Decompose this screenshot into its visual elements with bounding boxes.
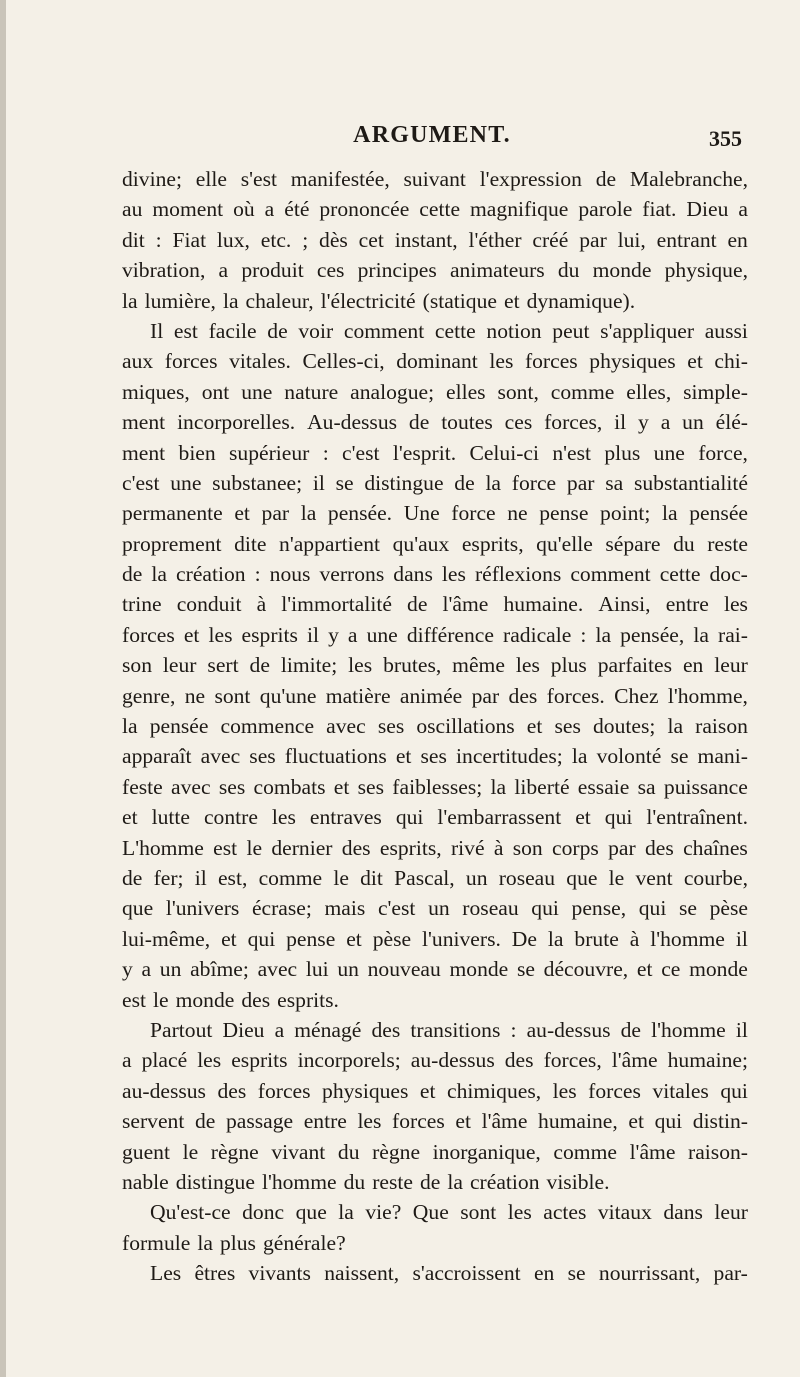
text-line: L'homme est le dernier des esprits, rivé à son corps par des chaînes <box>122 835 748 860</box>
text-line: formule la plus générale? <box>122 1230 346 1255</box>
text-line: proprement dite n'appartient qu'aux esprits, qu'elle sépare du reste <box>122 531 748 556</box>
text-line: lui-même, et qui pense et pèse l'univers. De la brute à l'homme il <box>122 926 748 951</box>
text-line: la lumière, la chaleur, l'électricité (statique et dynamique). <box>122 288 636 313</box>
page-number: 355 <box>709 126 742 151</box>
text-line: c'est une substanee; il se distingue de la force par sa substantialité <box>122 470 748 495</box>
emphasis: Fiat <box>172 227 207 252</box>
text-line: Il est facile de voir comment cette notion peut s'appliquer aussi <box>150 318 748 343</box>
text-line: feste avec ses combats et ses faiblesses; la liberté essaie sa puissance <box>122 774 748 799</box>
text-line: trine conduit à l'immortalité de l'âme humaine. Ainsi, entre les <box>122 592 748 617</box>
emphasis: fiat. <box>642 197 677 222</box>
text-line: dit : Fiat lux, etc. ; dès cet instant, l'éther créé par lui, entrant en <box>122 227 748 252</box>
text-line: permanente et par la pensée. Une force ne pense point; la pensée <box>122 501 748 526</box>
text-line: est le monde des esprits. <box>122 987 339 1012</box>
text-line: et lutte contre les entraves qui l'embarrassent et qui l'entraînent. <box>122 805 748 830</box>
text-line: de fer; il est, comme le dit Pascal, un roseau que le vent courbe, <box>122 865 748 890</box>
page-header <box>122 122 742 156</box>
text-line: ment incorporelles. Au-dessus de toutes ces forces, il y a un élé- <box>122 410 748 435</box>
text-line: Partout Dieu a ménagé des transitions : au-dessus de l'homme il <box>150 1017 748 1042</box>
text-line: de la création : nous verrons dans les réflexions comment cette doc- <box>122 562 748 587</box>
text-line: forces et les esprits il y a une différence radicale : la pensée, la rai- <box>122 622 748 647</box>
text-line: apparaît avec ses fluctuations et ses incertitudes; la volonté se mani- <box>122 744 748 769</box>
text-line: a placé les esprits incorporels; au-dessus des forces, l'âme humaine; <box>122 1048 748 1073</box>
text-line: nable distingue l'homme du reste de la création visible. <box>122 1169 610 1194</box>
text-line: aux forces vitales. Celles-ci, dominant les forces physiques et chi- <box>122 349 748 374</box>
text-line: ment bien supérieur : c'est l'esprit. Celui-ci n'est plus une force, <box>122 440 748 465</box>
body-text <box>122 164 748 1288</box>
text-line: Qu'est-ce donc que la vie? Que sont les actes vitaux dans leur <box>150 1200 748 1225</box>
text-line: guent le règne vivant du règne inorganique, comme l'âme raison- <box>122 1139 748 1164</box>
running-head: ARGUMENT. <box>353 122 511 148</box>
text-line: que l'univers écrase; mais c'est un roseau qui pense, qui se pèse <box>122 896 748 921</box>
emphasis: lux <box>216 227 245 252</box>
text-line: la pensée commence avec ses oscillations et ses doutes; la raison <box>122 714 748 739</box>
text-line: vibration, a produit ces principes animateurs du monde physique, <box>122 258 748 283</box>
text-line: Les êtres vivants naissent, s'accroissent en se nourrissant, par- <box>150 1261 748 1286</box>
text-line: servent de passage entre les forces et l'âme humaine, et qui distin- <box>122 1109 748 1134</box>
text-line: divine; elle s'est manifestée, suivant l'expression de Malebranche, <box>122 167 748 191</box>
text-line: son leur sert de limite; les brutes, même les plus parfaites en leur <box>122 653 748 678</box>
text-line: au moment où a été prononcée cette magnifique parole fiat. Dieu a <box>122 197 748 222</box>
text-line: miques, ont une nature analogue; elles sont, comme elles, simple- <box>122 379 748 404</box>
text-line: genre, ne sont qu'une matière animée par des forces. Chez l'homme, <box>122 683 748 708</box>
text-line: au-dessus des forces physiques et chimiques, les forces vitales qui <box>122 1078 748 1103</box>
text-line: y a un abîme; avec lui un nouveau monde se découvre, et ce monde <box>122 957 748 982</box>
emphasis: l'esprit. <box>392 440 457 465</box>
